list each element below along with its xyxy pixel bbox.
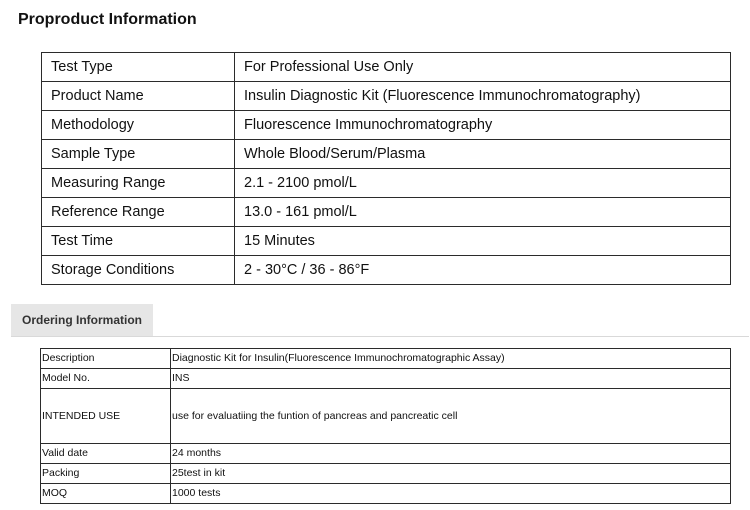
page-title: Proproduct Information: [18, 11, 197, 28]
row-label: Test Time: [42, 227, 235, 256]
table-row: [41, 484, 731, 504]
row-value: use for evaluatiing the funtion of pancreas and pancreatic cell: [171, 389, 731, 444]
row-value: 15 Minutes: [235, 227, 731, 256]
tab-divider: [11, 336, 749, 337]
row-value: 24 months: [171, 444, 731, 464]
row-label: MOQ: [41, 484, 171, 504]
row-label: Measuring Range: [42, 169, 235, 198]
row-value: 2 - 30°C / 36 - 86°F: [235, 256, 731, 285]
table-row: [42, 169, 731, 198]
row-value: For Professional Use Only: [235, 53, 731, 82]
row-value: 25test in kit: [171, 464, 731, 484]
row-value: Fluorescence Immunochromatography: [235, 111, 731, 140]
table-row: [41, 369, 731, 389]
row-label: Model No.: [41, 369, 171, 389]
row-value: 1000 tests: [171, 484, 731, 504]
row-label: Sample Type: [42, 140, 235, 169]
row-label: Test Type: [42, 53, 235, 82]
row-value: 2.1 - 2100 pmol/L: [235, 169, 731, 198]
row-label: INTENDED USE: [41, 389, 171, 444]
table-row: [42, 53, 731, 82]
row-value: Whole Blood/Serum/Plasma: [235, 140, 731, 169]
table-row: [42, 82, 731, 111]
table-row: [42, 140, 731, 169]
row-label: Reference Range: [42, 198, 235, 227]
row-label: Packing: [41, 464, 171, 484]
tab-ordering-information[interactable]: Ordering Information: [11, 304, 153, 336]
table-row: [41, 349, 731, 369]
row-label: Description: [41, 349, 171, 369]
row-label: Methodology: [42, 111, 235, 140]
table-row: [42, 111, 731, 140]
table-row: [42, 256, 731, 285]
row-value: Diagnostic Kit for Insulin(Fluorescence Immunochromatographic Assay): [171, 349, 731, 369]
row-label: Valid date: [41, 444, 171, 464]
table-row: [42, 227, 731, 256]
product-info-table: [41, 52, 731, 285]
row-value: INS: [171, 369, 731, 389]
row-value: Insulin Diagnostic Kit (Fluorescence Immunochromatography): [235, 82, 731, 111]
table-row: [41, 464, 731, 484]
table-row: [41, 444, 731, 464]
row-label: Storage Conditions: [42, 256, 235, 285]
row-value: 13.0 - 161 pmol/L: [235, 198, 731, 227]
table-row: [42, 198, 731, 227]
row-label: Product Name: [42, 82, 235, 111]
table-row: [41, 389, 731, 444]
ordering-info-table: [40, 348, 731, 504]
